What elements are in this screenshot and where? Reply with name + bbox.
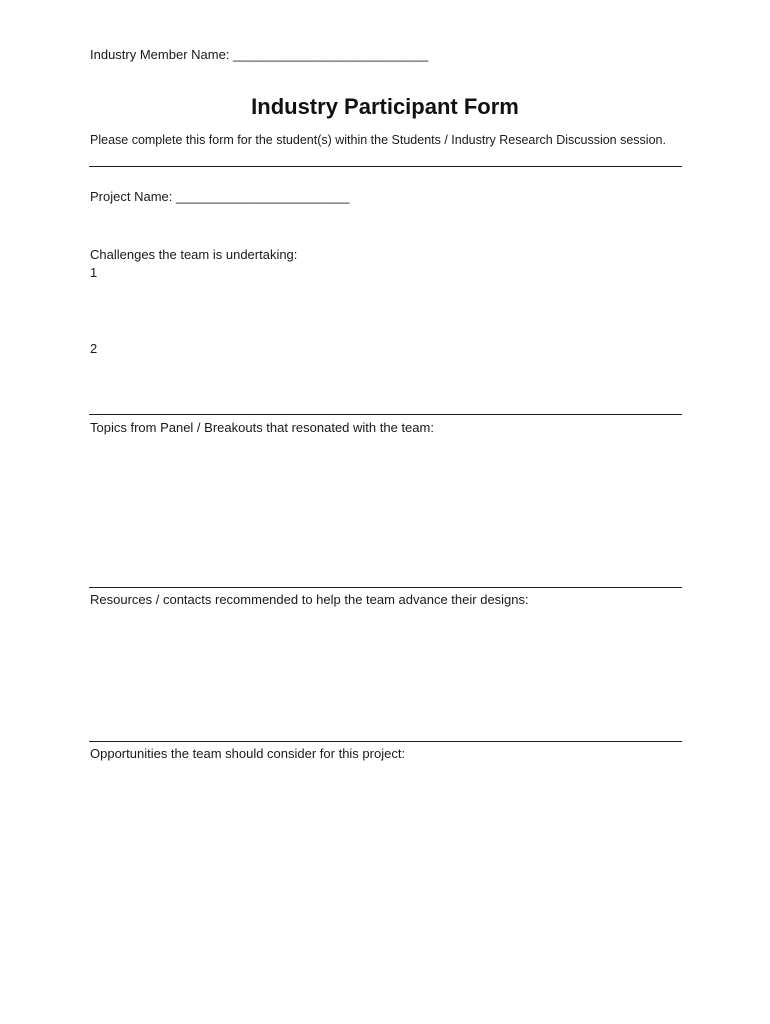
industry-member-name-field[interactable]: Industry Member Name: ___________________________ — [90, 47, 429, 62]
project-name-field[interactable]: Project Name: ________________________ — [90, 189, 350, 204]
topics-label: Topics from Panel / Breakouts that resonated with the team: — [90, 420, 434, 435]
section-divider — [89, 166, 682, 167]
challenges-label: Challenges the team is undertaking: — [90, 247, 298, 262]
section-divider — [89, 587, 682, 588]
page-title: Industry Participant Form — [251, 94, 519, 119]
form-instructions: Please complete this form for the student(s) within the Students / Industry Research Discussion session. — [90, 133, 666, 147]
opportunities-label: Opportunities the team should consider for this project: — [90, 746, 406, 761]
resources-label: Resources / contacts recommended to help the team advance their designs: — [90, 592, 529, 607]
section-divider — [89, 741, 682, 742]
challenge-number-1: 1 — [90, 265, 98, 280]
challenge-number-2: 2 — [90, 341, 98, 356]
section-divider — [89, 414, 682, 415]
